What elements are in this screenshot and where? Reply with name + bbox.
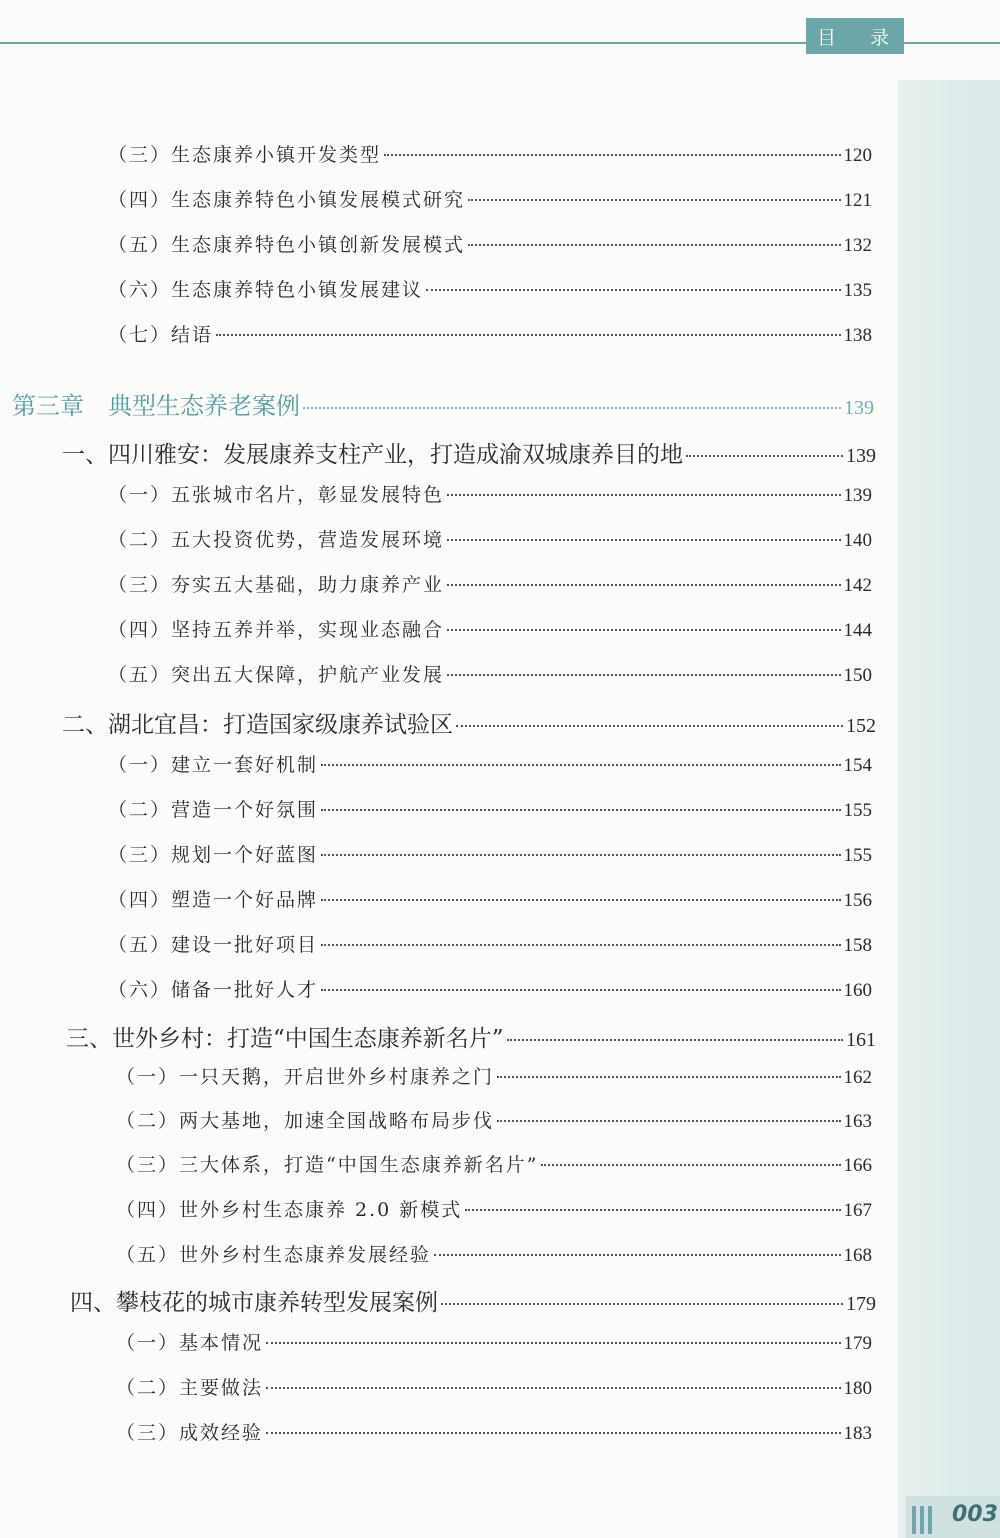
toc-entry[interactable] [108, 750, 872, 777]
toc-entry-title: （五）突出五大保障，护航产业发展 [108, 664, 445, 686]
toc-entry-title: 四、攀枝花的城市康养转型发展案例 [70, 1290, 438, 1316]
toc-entry-title: 三、世外乡村：打造“中国生态康养新名片” [66, 1026, 504, 1052]
toc-entry-page: 150 [843, 665, 872, 686]
toc-leader-dots [465, 1209, 840, 1211]
toc-leader-dots [447, 494, 840, 496]
toc-entry[interactable] [12, 386, 874, 421]
toc-leader-dots [468, 199, 840, 201]
toc-entry-page: 155 [843, 845, 872, 866]
toc-entry-title: （四）塑造一个好品牌 [108, 889, 319, 911]
toc-leader-dots [303, 407, 841, 409]
toc-entry-page: 139 [843, 485, 872, 506]
toc-leader-dots [447, 629, 840, 631]
toc-entry-page: 135 [843, 280, 872, 301]
toc-entry-page: 158 [843, 935, 872, 956]
toc-entry[interactable] [62, 706, 876, 739]
toc-entry-title: （五）世外乡村生态康养发展经验 [116, 1244, 432, 1266]
toc-leader-dots [447, 539, 840, 541]
toc-leader-dots [321, 854, 840, 856]
toc-leader-dots [456, 725, 843, 727]
toc-entry[interactable] [108, 525, 872, 552]
toc-entry-page: 140 [843, 530, 872, 551]
toc-entry-title: （五）建设一批好项目 [108, 934, 319, 956]
toc-entry-title: （六）生态康养特色小镇发展建议 [108, 279, 424, 301]
toc-leader-dots [321, 989, 840, 991]
toc-leader-dots [321, 809, 840, 811]
toc-entry-page: 179 [846, 1293, 876, 1315]
toc-entry-page: 163 [843, 1111, 872, 1132]
toc-entry-title: （三）生态康养小镇开发类型 [108, 144, 382, 166]
toc-leader-dots [497, 1120, 840, 1122]
toc-entry-page: 142 [843, 575, 872, 596]
toc-leader-dots [321, 944, 840, 946]
toc-entry-title: （一）一只天鹅，开启世外乡村康养之门 [116, 1066, 495, 1088]
toc-entry[interactable] [66, 1020, 876, 1053]
toc-entry-page: 168 [843, 1245, 872, 1266]
toc-entry-page: 180 [843, 1378, 872, 1399]
toc-entry-page: 152 [846, 715, 876, 737]
toc-leader-dots [216, 334, 840, 336]
contents-header-label: 目 录 [816, 26, 904, 49]
toc-leader-dots [266, 1342, 840, 1344]
toc-entry[interactable] [116, 1328, 872, 1355]
toc-entry-title: （三）夯实五大基础，助力康养产业 [108, 574, 445, 596]
toc-entry-title: （三）规划一个好蓝图 [108, 844, 319, 866]
toc-entry[interactable] [116, 1106, 872, 1133]
toc-entry-title: （二）五大投资优势，营造发展环境 [108, 529, 445, 551]
toc-entry-page: 179 [843, 1333, 872, 1354]
toc-entry[interactable] [108, 570, 872, 597]
toc-entry-page: 144 [843, 620, 872, 641]
toc-entry[interactable] [108, 975, 872, 1002]
toc-entry-title: （一）建立一套好机制 [108, 754, 319, 776]
toc-entry[interactable] [108, 480, 872, 507]
toc-leader-dots [321, 899, 840, 901]
toc-entry-title: （五）生态康养特色小镇创新发展模式 [108, 234, 466, 256]
toc-entry[interactable] [116, 1240, 872, 1267]
toc-entry[interactable] [116, 1150, 872, 1177]
toc-entry-page: 160 [843, 980, 872, 1001]
toc-entry-page: 166 [843, 1155, 872, 1176]
toc-entry-title: （一）基本情况 [116, 1332, 264, 1354]
page-marker-bars [912, 1506, 932, 1534]
toc-entry[interactable] [108, 140, 872, 167]
toc-entry[interactable] [70, 1284, 876, 1317]
toc-entry-page: 120 [843, 145, 872, 166]
toc-entry-page: 161 [846, 1029, 876, 1051]
toc-entry[interactable] [108, 320, 872, 347]
toc-entry[interactable] [108, 660, 872, 687]
toc-leader-dots [541, 1164, 840, 1166]
toc-leader-dots [468, 244, 840, 246]
toc-entry-page: 139 [844, 397, 874, 419]
toc-entry[interactable] [116, 1373, 872, 1400]
toc-entry-title: （四）世外乡村生态康养 2.0 新模式 [116, 1199, 463, 1221]
toc-entry-page: 183 [843, 1423, 872, 1444]
toc-entry-title: （二）主要做法 [116, 1377, 264, 1399]
toc-entry-title: （四）坚持五养并举，实现业态融合 [108, 619, 445, 641]
toc-entry-title: （二）营造一个好氛围 [108, 799, 319, 821]
toc-entry[interactable] [62, 436, 876, 469]
toc-entry-page: 156 [843, 890, 872, 911]
toc-leader-dots [266, 1432, 840, 1434]
toc-entry-title: （三）成效经验 [116, 1422, 264, 1444]
toc-entry-page: 154 [843, 755, 872, 776]
toc-leader-dots [447, 674, 840, 676]
toc-entry-page: 167 [843, 1200, 872, 1221]
toc-entry[interactable] [108, 275, 872, 302]
toc-entry[interactable] [108, 615, 872, 642]
toc-entry[interactable] [108, 885, 872, 912]
toc-entry-title: （一）五张城市名片，彰显发展特色 [108, 484, 445, 506]
toc-entry-page: 139 [846, 445, 876, 467]
toc-entry-page: 155 [843, 800, 872, 821]
toc-entry[interactable] [108, 930, 872, 957]
toc-entry-title: （二）两大基地，加速全国战略布局步伐 [116, 1110, 495, 1132]
toc-entry-page: 132 [843, 235, 872, 256]
toc-entry-title: 二、湖北宜昌：打造国家级康养试验区 [62, 712, 453, 738]
toc-entry-title: 一、四川雅安：发展康养支柱产业，打造成渝双城康养目的地 [62, 442, 683, 468]
toc-leader-dots [447, 584, 840, 586]
toc-entry[interactable] [116, 1195, 872, 1222]
toc-leader-dots [321, 764, 840, 766]
toc-entry-title: （三）三大体系，打造“中国生态康养新名片” [116, 1154, 539, 1176]
toc-leader-dots [426, 289, 840, 291]
toc-leader-dots [441, 1303, 843, 1305]
toc-leader-dots [384, 154, 840, 156]
toc-leader-dots [497, 1076, 840, 1078]
toc-entry-page: 121 [843, 190, 872, 211]
toc-entry[interactable] [116, 1418, 872, 1445]
toc-entry-page: 162 [843, 1067, 872, 1088]
toc-leader-dots [507, 1039, 843, 1041]
toc-leader-dots [434, 1254, 840, 1256]
toc-entry[interactable] [108, 840, 872, 867]
toc-entry-title: （七）结语 [108, 324, 214, 346]
toc-entry[interactable] [108, 230, 872, 257]
toc-leader-dots [686, 455, 843, 457]
toc-entry-title: （四）生态康养特色小镇发展模式研究 [108, 189, 466, 211]
toc-entry-title: （六）储备一批好人才 [108, 979, 319, 1001]
toc-entry[interactable] [116, 1062, 872, 1089]
toc-entry[interactable] [108, 795, 872, 822]
toc-entry-page: 138 [843, 325, 872, 346]
toc-entry-title: 第三章 典型生态养老案例 [12, 392, 300, 420]
toc-leader-dots [266, 1387, 840, 1389]
toc-entry[interactable] [108, 185, 872, 212]
page-number: 003 [952, 1502, 998, 1527]
